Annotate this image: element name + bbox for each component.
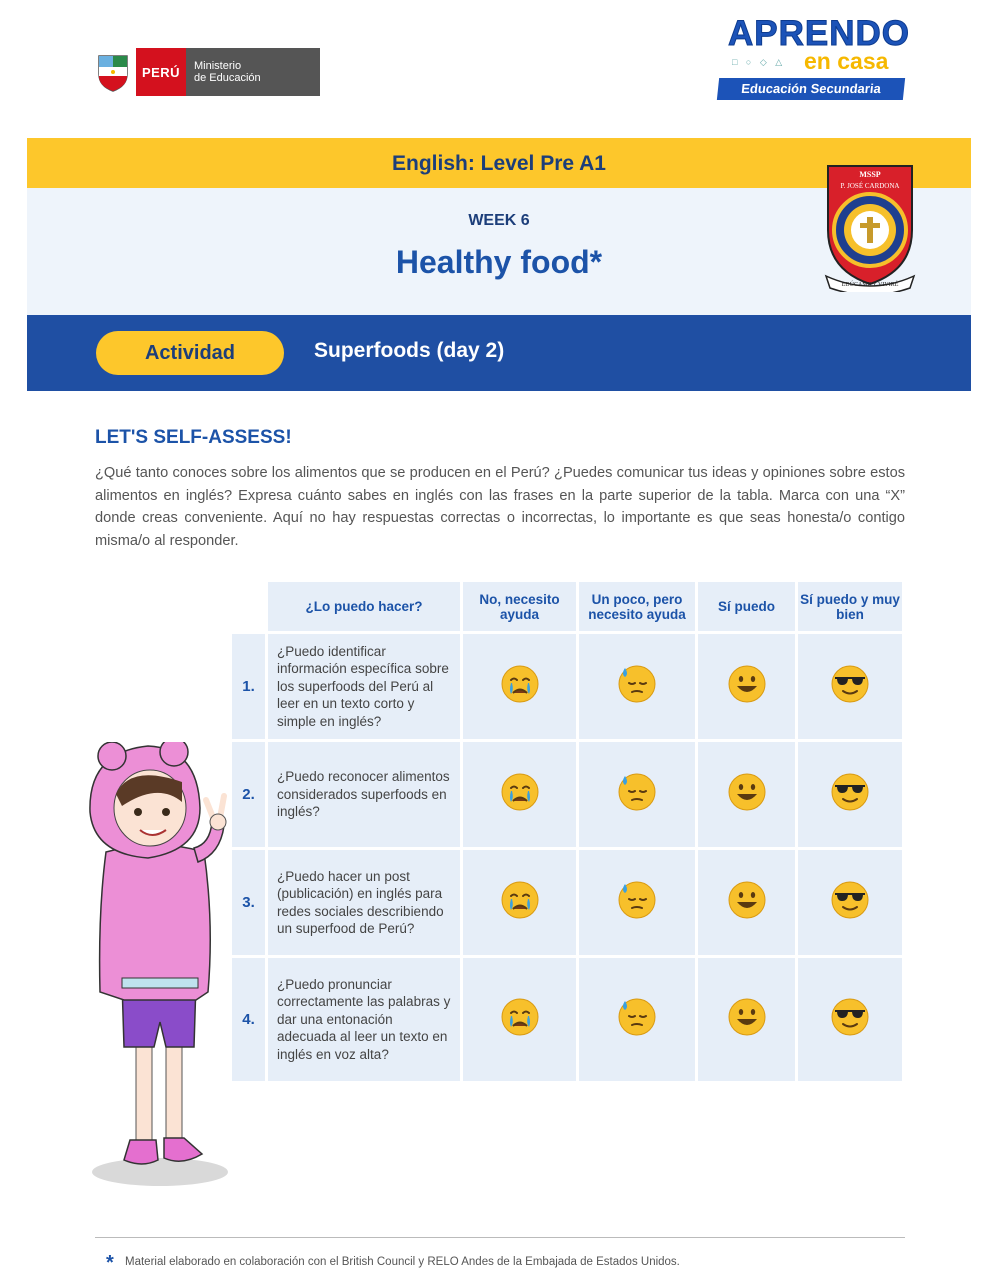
answer-cell-a-little[interactable] — [579, 634, 698, 742]
ministry-line-1: Ministerio — [194, 60, 242, 72]
footer-divider — [95, 1237, 905, 1238]
week-label: WEEK 6 — [468, 212, 530, 229]
ministry-logo — [96, 48, 320, 96]
sweat-face-icon — [617, 664, 657, 704]
footer-note: Material elaborado en colaboración con el British Council y RELO Andes de la Embajada de Estados Unidos. — [125, 1256, 680, 1268]
aprendo-subtitle: en casa — [804, 48, 889, 74]
intro-paragraph: ¿Qué tanto conoces sobre los alimentos que se producen en el Perú? ¿Puedes comunicar tus ideas y opiniones sobre estos alimentos en inglés? Expresa cuánto sabes en inglés con las frases en la parte superior de la tabla. Marca con una “X” donde creas conveniente. Aquí no hay respuestas correctas o incorrectas, lo importante es que seas honesta/o contigo misma/o al responder. — [95, 465, 905, 549]
table-header-row — [232, 582, 905, 634]
page-title: Healthy food* — [395, 244, 603, 280]
smiling-face-icon — [727, 664, 767, 704]
header-a-little: Un poco, pero necesito ayuda — [579, 582, 698, 634]
header-need-help: No, necesito ayuda — [463, 582, 579, 634]
girl-illustration — [78, 742, 253, 1187]
answer-cell-yes-i-can[interactable] — [698, 742, 798, 850]
header-very-well: Sí puedo y muy bien — [798, 582, 905, 634]
smiling-face-icon — [727, 772, 767, 812]
sunglasses-face-icon — [830, 664, 870, 704]
answer-cell-yes-i-can[interactable] — [698, 634, 798, 742]
logo-dots-icon: □ ○ ◇ △ — [732, 57, 786, 67]
aprendo-level: Educación Secundaria — [717, 78, 905, 100]
ministry-name — [186, 48, 320, 96]
crying-face-icon — [500, 772, 540, 812]
answer-cell-very-well[interactable] — [798, 742, 905, 850]
row-number: 1. — [232, 634, 268, 742]
sweat-face-icon — [617, 997, 657, 1037]
peru-label: PERÚ — [136, 48, 186, 96]
answer-cell-a-little[interactable] — [579, 958, 698, 1084]
aprendo-en-casa-logo — [718, 14, 911, 104]
activity-title: Superfoods (day 2) — [314, 339, 505, 362]
aprendo-title: APRENDO — [728, 14, 911, 53]
smiling-face-icon — [727, 880, 767, 920]
table-row — [232, 634, 905, 742]
asterisk-icon: * — [106, 1252, 114, 1274]
section-heading: LET'S SELF-ASSESS! — [95, 427, 292, 448]
table-row — [232, 850, 905, 958]
sunglasses-face-icon — [830, 997, 870, 1037]
row-number: 4. — [232, 958, 268, 1084]
row-number: 2. — [232, 742, 268, 850]
self-assessment-table — [232, 582, 905, 1084]
crest-line-1: MSSP — [859, 170, 881, 179]
peru-coat-of-arms-icon — [96, 52, 130, 92]
answer-cell-very-well[interactable] — [798, 634, 905, 742]
sunglasses-face-icon — [830, 772, 870, 812]
table-row — [232, 742, 905, 850]
answer-cell-yes-i-can[interactable] — [698, 958, 798, 1084]
crying-face-icon — [500, 997, 540, 1037]
answer-cell-very-well[interactable] — [798, 958, 905, 1084]
sweat-face-icon — [617, 880, 657, 920]
answer-cell-need-help[interactable] — [463, 850, 579, 958]
activity-pill: Actividad — [96, 331, 284, 375]
answer-cell-need-help[interactable] — [463, 634, 579, 742]
header-can-i: ¿Lo puedo hacer? — [268, 582, 463, 634]
row-number: 3. — [232, 850, 268, 958]
row-question: ¿Puedo identificar información específica sobre los superfoods del Perú al leer en un texto corto y simple en inglés? — [268, 634, 463, 742]
answer-cell-need-help[interactable] — [463, 742, 579, 850]
ministry-line-2: de Educación — [194, 72, 261, 84]
answer-cell-very-well[interactable] — [798, 850, 905, 958]
footer — [106, 1248, 680, 1274]
header-blank — [232, 582, 268, 634]
crest-line-2: P. JOSÉ CARDONA — [840, 182, 900, 190]
row-question: ¿Puedo reconocer alimentos considerados superfoods en inglés? — [268, 742, 463, 850]
header-yes-i-can: Sí puedo — [698, 582, 798, 634]
crying-face-icon — [500, 880, 540, 920]
sweat-face-icon — [617, 772, 657, 812]
answer-cell-yes-i-can[interactable] — [698, 850, 798, 958]
row-question: ¿Puedo hacer un post (publicación) en inglés para redes sociales describiendo un superfood de Perú? — [268, 850, 463, 958]
answer-cell-a-little[interactable] — [579, 742, 698, 850]
school-crest-icon — [824, 160, 916, 292]
crying-face-icon — [500, 664, 540, 704]
answer-cell-need-help[interactable] — [463, 958, 579, 1084]
answer-cell-a-little[interactable] — [579, 850, 698, 958]
level-label: English: Level Pre A1 — [392, 152, 606, 175]
activity-bar — [27, 315, 971, 391]
row-question: ¿Puedo pronunciar correctamente las palabras y dar una entonación adecuada al leer un texto en inglés en voz alta? — [268, 958, 463, 1084]
table-row — [232, 958, 905, 1084]
sunglasses-face-icon — [830, 880, 870, 920]
crest-motto: EDÚCAME Y VIVIRÉ — [841, 282, 899, 288]
smiling-face-icon — [727, 997, 767, 1037]
